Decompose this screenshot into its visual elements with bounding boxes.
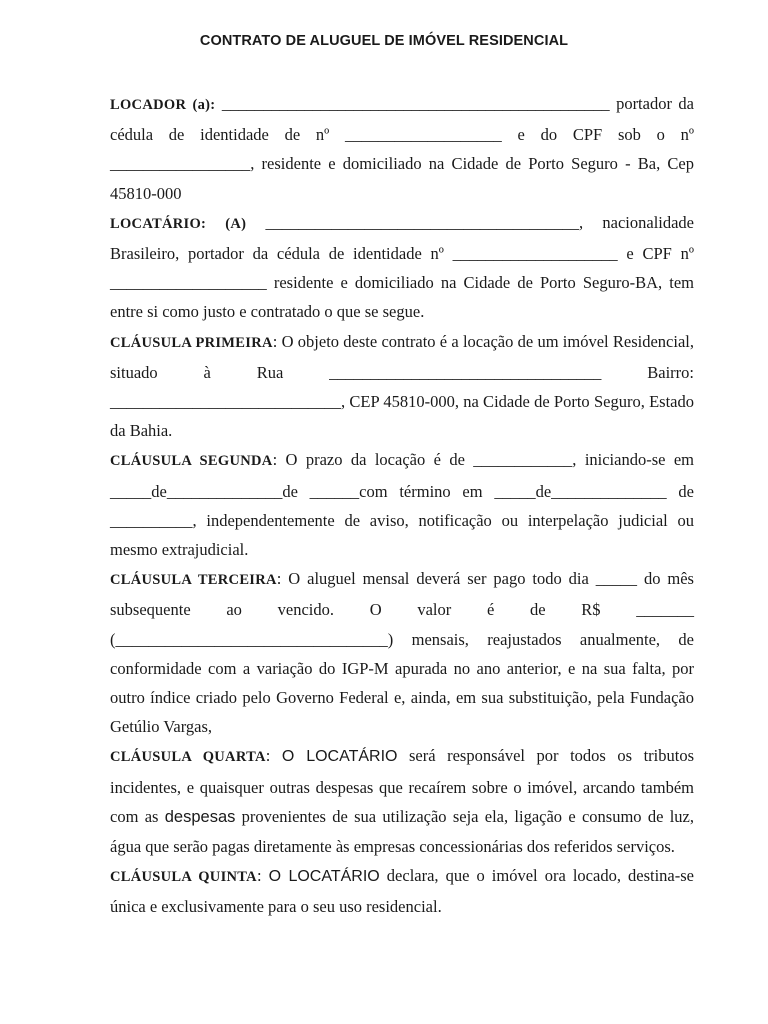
locador-label: LOCADOR (a):: [110, 97, 216, 113]
text: portador da cédula de identidade de nº: [110, 94, 694, 145]
valor-blank[interactable]: _______: [636, 600, 694, 620]
text: :: [265, 746, 282, 766]
text: de: [151, 481, 167, 501]
clausula-quarta-label: CLÁUSULA QUARTA: [110, 749, 266, 766]
text: : O prazo da locação é de: [272, 450, 474, 470]
text: de: [535, 481, 552, 501]
text: e CPF nº: [617, 244, 694, 264]
rua-blank[interactable]: _________________________________: [329, 362, 602, 382]
text: Bairro:: [601, 362, 694, 382]
valor-extenso-blank[interactable]: _________________________________: [115, 629, 388, 649]
contract-body: [110, 89, 694, 922]
text: ) mensais, reajustados anualmente, de conformidade com a variação do IGP-M apurada no ano anterior, e na sua falta, por outro índice criado pelo Governo Federal e, ainda, em sua substituição, pela Fundação Getúlio Vargas,: [110, 629, 694, 737]
locador-rg-blank[interactable]: ___________________: [345, 125, 502, 145]
locatario-term: O LOCATÁRIO: [281, 748, 398, 766]
label-part: PRIMEIRA: [195, 334, 273, 351]
locador-cpf-blank[interactable]: _________________: [110, 154, 251, 174]
locatario-label: LOCATÁRIO: (A): [110, 215, 247, 232]
inicio-mes-blank[interactable]: ______________: [166, 481, 283, 501]
clausula-quarta: [110, 741, 694, 861]
text: : O aluguel mensal deverá ser pago todo dia: [276, 569, 596, 589]
text: do mês subsequente ao vencido. O valor é de R$: [110, 569, 694, 620]
pagamento-dia-blank[interactable]: _____: [595, 569, 638, 589]
clausula-primeira: [110, 327, 694, 446]
despesas-word: despesas: [164, 807, 236, 826]
clausula-quinta-label: CLÁUSULA QUINTA: [110, 869, 257, 886]
text: , independentemente de aviso, notificação ou interpelação judicial ou mesmo extrajudicial.: [110, 510, 694, 560]
termino-ano-blank[interactable]: __________: [110, 510, 193, 530]
text: com término em: [359, 481, 495, 501]
text: e do CPF sob o nº: [501, 125, 694, 145]
text: provenientes de sua utilização seja ela, ligação e consumo de luz, água que serão pagas diretamente às empresas concessionárias dos referidos serviços.: [110, 806, 694, 857]
text: residente e domiciliado na Cidade de Porto Seguro-BA, tem entre si como justo e contratado o que se segue.: [110, 273, 694, 322]
termino-dia-blank[interactable]: _____: [494, 481, 536, 501]
bairro-blank[interactable]: ____________________________: [110, 392, 341, 412]
prazo-blank[interactable]: ____________: [473, 450, 573, 470]
text: de: [666, 481, 695, 501]
clausula-quinta: [110, 861, 694, 921]
inicio-dia-blank[interactable]: _____: [110, 481, 152, 501]
locatario-cpf-blank[interactable]: ___________________: [110, 273, 267, 293]
text: , iniciando-se em: [572, 450, 694, 470]
text: de: [282, 481, 310, 501]
locador-paragraph: [110, 89, 694, 208]
text: , nacionalidade Brasileiro, portador da cédula de identidade nº: [110, 212, 695, 264]
text: , residente e domiciliado na Cidade de Porto Seguro - Ba, Cep 45810-000: [110, 154, 694, 203]
clausula-terceira-label: CLÁUSULA TERCEIRA: [110, 572, 277, 589]
text: será responsável por todos os tributos incidentes, e quaisquer outras despesas que recaírem sobre o imóvel, arcando também com as: [110, 746, 694, 826]
locatario-term: O LOCATÁRIO: [268, 868, 380, 886]
text: : O objeto deste contrato é a locação de um imóvel Residencial, situado à Rua: [110, 331, 694, 382]
text: , CEP 45810-000, na Cidade de Porto Seguro, Estado da Bahia.: [110, 392, 694, 441]
locatario-name-blank[interactable]: ______________________________________: [246, 212, 580, 232]
locador-name-blank[interactable]: _______________________________________________: [221, 94, 610, 113]
clausula-terceira: [110, 564, 694, 741]
termino-mes-blank[interactable]: ______________: [551, 481, 667, 501]
contract-title: CONTRATO DE ALUGUEL DE IMÓVEL RESIDENCIAL: [199, 33, 569, 49]
text: :: [256, 866, 269, 886]
clausula-segunda-label: CLÁUSULA SEGUNDA: [110, 453, 273, 470]
text: declara, que o imóvel ora locado, destina-se única e exclusivamente para o seu uso residencial.: [110, 866, 694, 917]
inicio-ano-blank[interactable]: ______: [309, 481, 360, 501]
locatario-rg-blank[interactable]: ____________________: [452, 244, 618, 264]
locatario-paragraph: [110, 208, 694, 327]
clausula-primeira-label: [110, 335, 273, 351]
clausula-segunda: [110, 445, 694, 564]
label-part: CLÁUSULA: [110, 334, 196, 351]
text: (: [110, 629, 116, 649]
